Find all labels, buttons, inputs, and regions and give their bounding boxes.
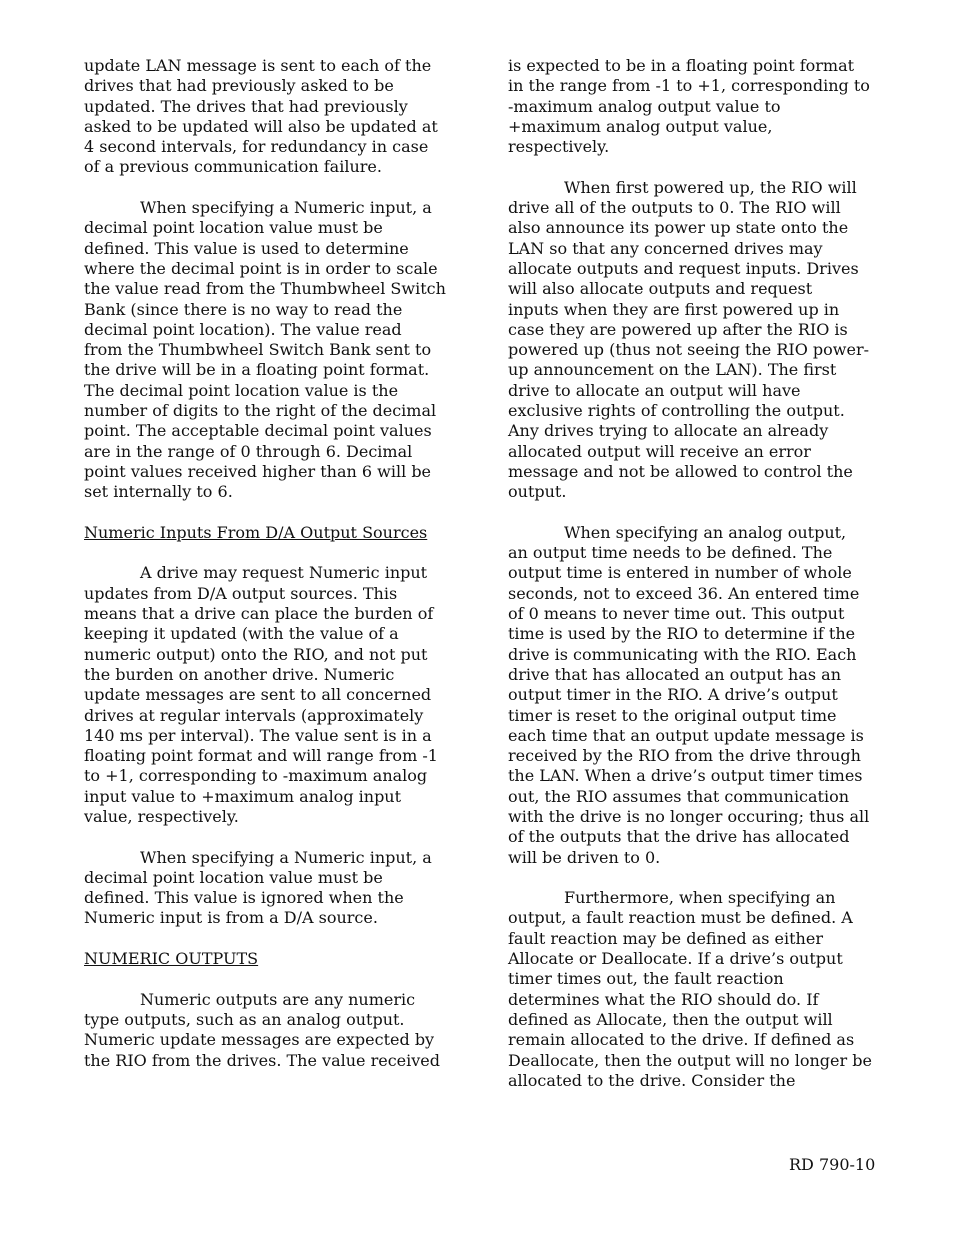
right-column (508, 56, 886, 1091)
paragraph (84, 990, 459, 1071)
section-heading: Numeric Inputs From D/A Output Sources (84, 522, 428, 542)
paragraph (508, 888, 886, 1091)
paragraph-text: When specifying an analog output, an output time needs to be defined. The output time is entered in number of whole seconds, not to exceed 36. An entered time of 0 means to never time out. This output time is used by the RIO to determine if the drive is communicating with the RIO. Each drive that has allocated an output has an output timer in the RIO. A drive’s output timer is reset to the original output time each time that an output update message is received by the RIO from the drive through the LAN. When a drive’s output timer times out, the RIO assumes that communication with the drive is no longer occuring; thus all of the outputs that the drive has allocated will be driven to 0. (508, 522, 870, 867)
paragraph (84, 198, 459, 502)
paragraph-text: When first powered up, the RIO will drive all of the outputs to 0. The RIO will also announce its power up state onto the LAN so that any concerned drives may allocate outputs and request inputs. Drives will also allocate outputs and request inputs when they are first powered up in case they are powered up after the RIO is powered up (thus not seeing the RIO power- up announcement on the LAN). The first drive to allocate an output will have exclusive rights of controlling the output. Any drives trying to allocate an already allocated output will receive an error message and not be allowed to control the output. (508, 177, 869, 502)
left-column (84, 56, 459, 1071)
paragraph (84, 563, 459, 827)
paragraph-text: When specifying a Numeric input, a decimal point location value must be defined. This value is ignored when the Numeric input is from a D/A source. (84, 847, 432, 928)
section-heading: NUMERIC OUTPUTS (84, 949, 259, 969)
paragraph (84, 848, 459, 929)
paragraph: update LAN message is sent to each of the drives that had previously asked to be updated. The drives that had previously asked to be updated will also be updated at 4 second intervals, for redundancy in case of a previous communication failure. (84, 56, 438, 177)
paragraph (508, 178, 886, 503)
paragraph-text: Numeric outputs are any numeric type outputs, such as an analog output. Numeric update messages are expected by the RIO from the drives. The value received (84, 989, 441, 1070)
page-number: RD 790-10 (789, 1155, 876, 1174)
paragraph: is expected to be in a floating point format in the range from -1 to +1, corresponding to -maximum analog output value to +maximum analog output value, respectively. (508, 56, 870, 157)
paragraph-text: When specifying a Numeric input, a decimal point location value must be defined. This value is used to determine where the decimal point is in order to scale the value read from the Thumbwheel Switch Bank (since there is no way to read the decimal point location). The value read from the Thumbwheel Switch Bank sent to the drive will be in a floating point format. The decimal point location value is the number of digits to the right of the decimal point. The acceptable decimal point values are in the range of 0 through 6. Decimal point values received higher than 6 will be set internally to 6. (84, 198, 446, 502)
paragraph-text: Furthermore, when specifying an output, a fault reaction must be defined. A fault reaction may be defined as either Allocate or Deallocate. If a drive’s output timer times out, the fault reaction determines what the RIO should do. If defined as Allocate, then the output will remain allocated to the drive. If defined as Deallocate, then the output will no longer be allocated to the drive. Consider the (508, 888, 872, 1090)
paragraph-text: A drive may request Numeric input updates from D/A output sources. This means that a drive can place the burden of keeping it updated (with the value of a numeric output) onto the RIO, and not put the burden on another drive. Numeric update messages are sent to all concerned drives at regular intervals (approximately 140 ms per interval). The value sent is in a floating point format and will range from -1 to +1, corresponding to -maximum analog input value to +maximum analog input value, respectively. (84, 563, 438, 826)
paragraph (508, 523, 886, 868)
